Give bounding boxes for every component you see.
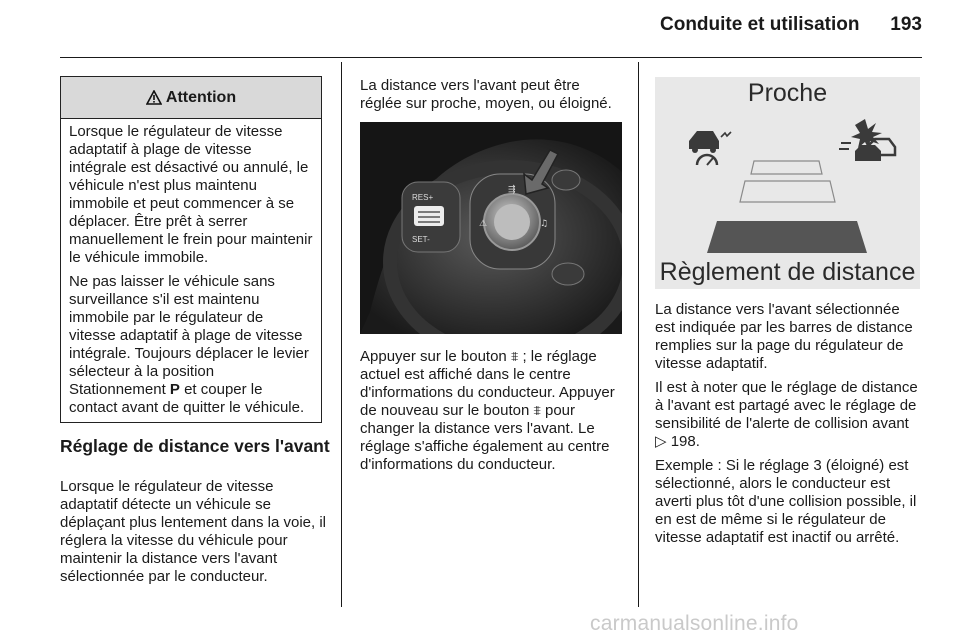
middle-paragraph — [360, 348, 625, 474]
display-title: Proche — [747, 79, 828, 107]
attention-paragraph — [69, 273, 313, 417]
attention-title: Attention — [165, 88, 237, 106]
page-reference-link[interactable]: 198. — [670, 433, 700, 450]
right-paragraph: Exemple : Si le réglage 3 (éloigné) est sélectionné, alors le conducteur est averti plus tôt d'une collision possible, il en est de même si le régulateur de vitesse adaptatif est inactif ou arrêté. — [655, 457, 917, 546]
svg-text:⇶: ⇶ — [508, 185, 516, 195]
watermark: carmanualsonline.info — [590, 612, 799, 635]
res-label: RES+ — [412, 193, 434, 202]
steering-wheel-photo — [360, 122, 622, 334]
svg-text:⚠: ⚠ — [479, 219, 488, 229]
section-paragraph: Lorsque le régulateur de vitesse adaptatif détecte un véhicule se déplaçant plus lentement dans la voie, il réglera la vitesse du véhicule pour maintenir la distance vers l'avant sélectionnée par le conducteur. — [60, 478, 327, 585]
steering-wheel-illustration — [360, 122, 622, 334]
right-paragraph: La distance vers l'avant sélectionnée est indiquée par les barres de distance remplies sur la page du régulateur de vitesse adaptatif. — [655, 301, 913, 372]
collision-alert-icon — [839, 119, 895, 161]
middle-text: pour changer la distance vers l'avant. Le réglage s'affiche également au centre d'informations du conducteur. — [360, 402, 610, 473]
attention-box — [60, 76, 322, 423]
page-header — [660, 14, 922, 50]
set-label: SET- — [412, 235, 430, 244]
attention-paragraph: Lorsque le régulateur de vitesse adaptatif à plage de vitesse intégrale est désactivé ou annulé, le véhicule n'est plus maintenu immobile et peut commencer à se déplacer. Être prêt à serrer manuellement le frein pour maintenir le véhicule immobile. — [69, 123, 313, 266]
column-divider-1 — [341, 62, 342, 607]
section-heading: Réglage de distance vers l'avant — [60, 436, 330, 456]
middle-intro — [360, 77, 625, 119]
park-gear-label: P — [169, 381, 180, 398]
svg-text:♫: ♫ — [540, 219, 549, 229]
column-divider-2 — [638, 62, 639, 607]
intro-paragraph: La distance vers l'avant peut être réglée sur proche, moyen, ou éloigné. — [360, 77, 612, 112]
chapter-title: Conduite et utilisation — [660, 14, 860, 35]
follow-distance-icon: ⩨ — [533, 403, 541, 418]
distance-display — [655, 77, 920, 289]
cross-reference-icon: ▷ — [655, 433, 667, 450]
right-paragraph — [655, 379, 923, 451]
distance-bar-near — [707, 221, 867, 253]
display-caption: Règlement de distance — [659, 258, 916, 286]
vehicle-gauge-icon — [689, 131, 731, 165]
page-number: 193 — [890, 14, 922, 35]
attention-text: et couper le contact avant de quitter le véhicule. — [69, 381, 305, 416]
attention-text: Ne pas laisser le véhicule sans surveillance s'il est maintenu immobile par le régulateur de vitesse adaptatif à plage de vitesse intégrale. Toujours déplacer le levier sélecteur à la position Stationnement — [69, 273, 309, 398]
middle-text: ; le réglage actuel est affiché dans le centre d'informations du conducteur. Appuyer de nouveau sur le bouton — [360, 348, 615, 419]
attention-header — [61, 77, 321, 119]
distance-bar-far — [751, 161, 822, 174]
right-text-span: Il est à noter que le réglage de distance à l'avant est partagé avec le réglage de sensibilité de l'alerte de collision avant — [655, 379, 918, 432]
attention-body — [61, 119, 321, 417]
right-text — [655, 301, 923, 553]
distance-bar-medium — [740, 181, 835, 202]
warning-triangle-icon — [146, 90, 162, 105]
middle-text: Appuyer sur le bouton — [360, 348, 511, 365]
header-rule — [60, 57, 922, 58]
follow-distance-icon: ⩨ — [510, 349, 519, 364]
